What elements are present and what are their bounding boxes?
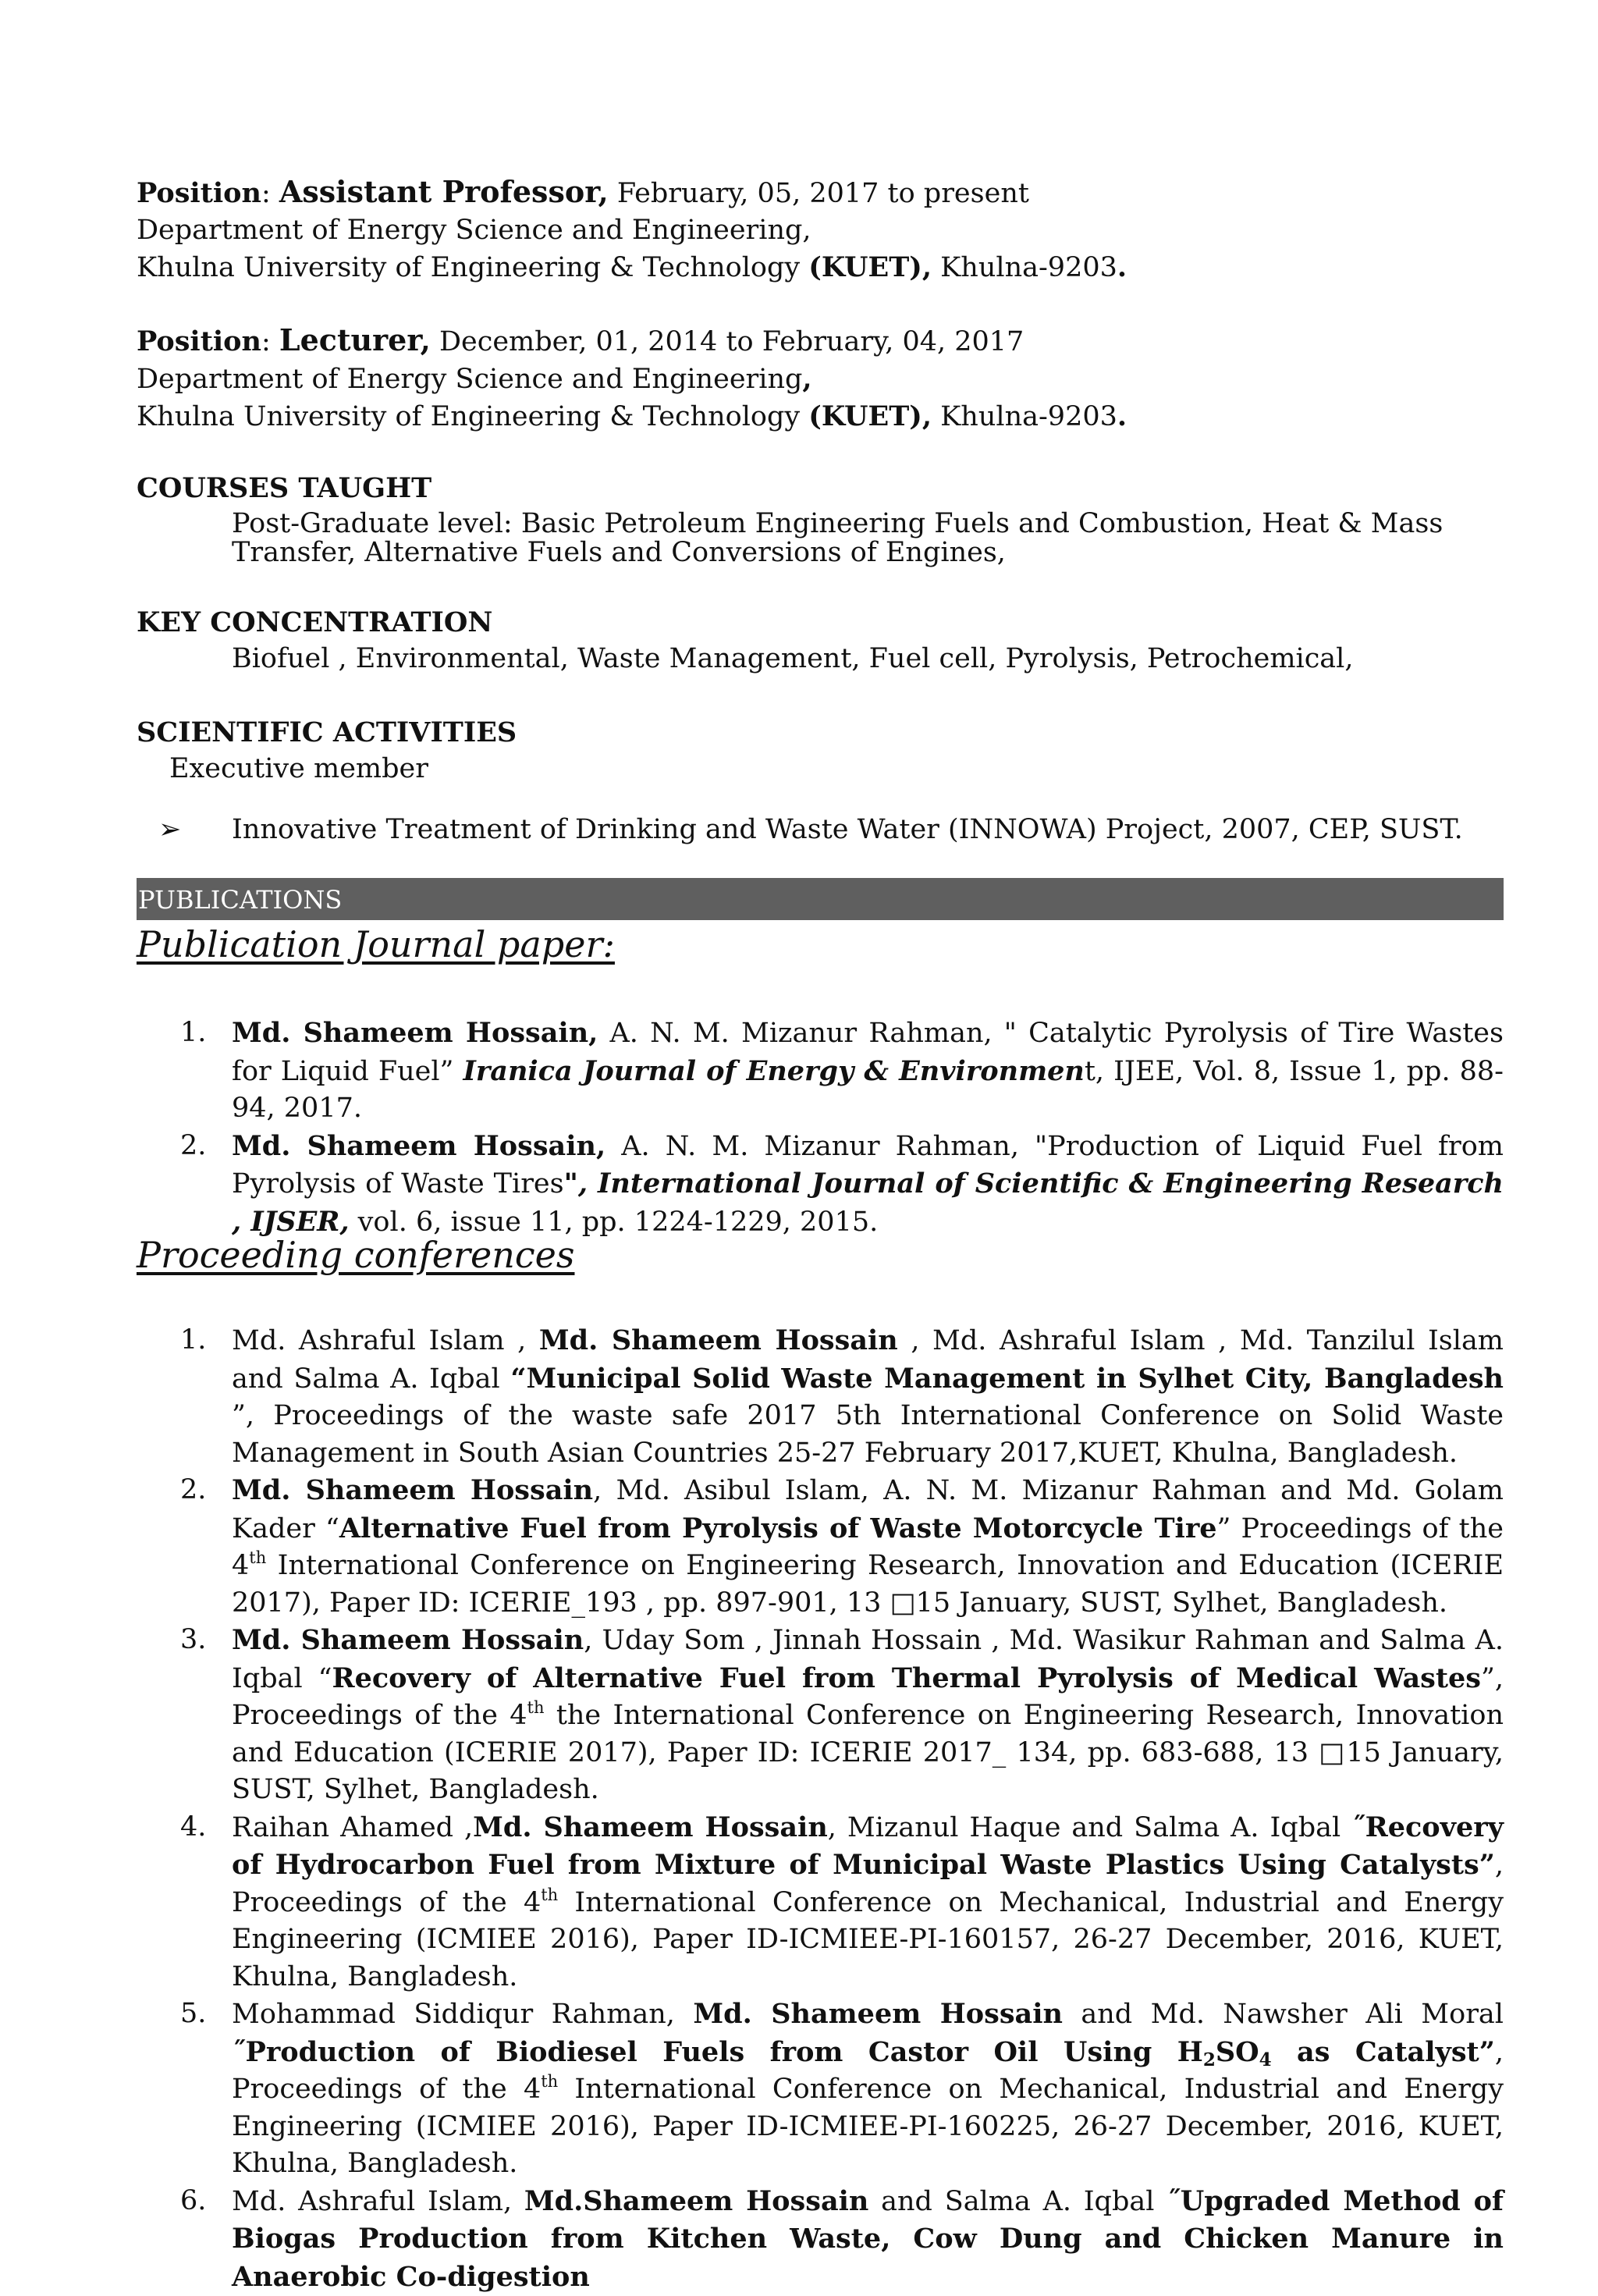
journal-heading: Publication Journal paper: [137, 922, 615, 966]
paper-title: ˝Production of Biodiesel Fuels from Castor Oil Using $H_2SO_4$ as Catalyst” [232, 2036, 1495, 2068]
journal-item: 1. Md. Shameem Hossain, A. N. M. Mizanur Rahman, " Catalytic Pyrolysis of Tire Wastes for Liquid Fuel” Iranica Journal of Energy & Environment, IJEE, Vol. 8, Issue 1, pp. 88-94, 2017. [137, 1015, 1504, 1128]
position-title: Lecturer, [279, 322, 431, 357]
author-name: Md. Shameem Hossain [539, 1324, 898, 1356]
conference-item: 5. Mohammad Siddiqur Rahman, Md. Shameem Hossain and Md. Nawsher Ali Moral ˝Production of Biodiesel Fuels from Castor Oil Using $H_2SO_4$ as Catalyst”, Proceedings of the 4th International Conference on Mechanical, Industrial and Energy Engineering (ICMIEE 2016), Paper ID-ICMIEE-PI-160225, 26-27 December, 2016, KUET, Khulna, Bangladesh. [137, 1996, 1504, 2183]
scientific-activities-heading: SCIENTIFIC ACTIVITIES [137, 714, 1510, 751]
author-name: Md. Shameem Hossain [693, 1998, 1063, 2030]
conferences-heading: Proceeding conferences [137, 1233, 574, 1277]
university-line: Khulna University of Engineering & Technology (KUET), Khulna-9203. [137, 249, 1510, 286]
executive-member-text: Executive member [137, 751, 1510, 787]
position-dates: February, 05, 2017 to present [609, 178, 1029, 209]
author-name: Md.Shameem Hossain [524, 2185, 868, 2217]
department-line: Department of Energy Science and Engineering, [137, 212, 1510, 249]
key-concentration-section [137, 604, 1510, 677]
conference-item: 4. Raihan Ahamed ,Md. Shameem Hossain, Mizanul Haque and Salma A. Iqbal ˝Recovery of Hydrocarbon Fuel from Mixture of Municipal Waste Plastics Using Catalysts”, Proceedings of the 4th International Conference on Mechanical, Industrial and Energy Engineering (ICMIEE 2016), Paper ID-ICMIEE-PI-160157, 26-27 December, 2016, KUET, Khulna, Bangladesh. [137, 1809, 1504, 1996]
courses-heading: COURSES TAUGHT [137, 470, 1510, 506]
author-name: Md. Shameem Hossain [473, 1811, 828, 1843]
conference-item: 2. Md. Shameem Hossain, Md. Asibul Islam, A. N. M. Mizanur Rahman and Md. Golam Kader “Alternative Fuel from Pyrolysis of Waste Motorcycle Tire” Proceedings of the 4th International Conference on Engineering Research, Innovation and Education (ICERIE 2017), Paper ID: ICERIE_193 , pp. 897-901, 13 □15 January, SUST, Sylhet, Bangladesh. [137, 1472, 1504, 1622]
author-name: Md. Shameem Hossain [232, 1474, 593, 1506]
item-number: 6. [180, 2183, 206, 2220]
paper-title: ˝Recovery of Hydrocarbon Fuel from Mixture of Municipal Waste Plastics Using Catalysts” [232, 1811, 1504, 1882]
journal-venue: ", International Journal of Scientific & Engineering Research , IJSER, [232, 1168, 1504, 1238]
department-line: Department of Energy Science and Engineering, [137, 361, 1510, 398]
scientific-activity-text: Innovative Treatment of Drinking and Waste Water (INNOWA) Project, 2007, CEP, SUST. [232, 814, 1463, 845]
journal-venue: Iranica Journal of Energy & Environmen [463, 1055, 1085, 1087]
courses-line-1: Post-Graduate level: Basic Petroleum Engineering Fuels and Combustion, Heat & Mass [137, 510, 1510, 538]
item-number: 4. [180, 1809, 206, 1846]
position-dates: December, 01, 2014 to February, 04, 2017 [431, 326, 1024, 357]
position-line: Position: Assistant Professor, February, 05, 2017 to present [137, 173, 1510, 212]
arrow-bullet-icon: ➢ [137, 812, 232, 848]
item-number: 3. [180, 1622, 206, 1659]
author-name: Md. Shameem Hossain, [232, 1130, 605, 1162]
conference-list [137, 1322, 1504, 2296]
position-title: Assistant Professor, [279, 174, 609, 209]
paper-title: “Municipal Solid Waste Management in Sylhet City, Bangladesh [510, 1363, 1504, 1395]
publications-bar: PUBLICATIONS [137, 878, 1504, 920]
journal-list [137, 1015, 1504, 1241]
position-assistant-professor [137, 173, 1510, 286]
university-line: Khulna University of Engineering & Technology (KUET), Khulna-9203. [137, 398, 1510, 435]
position-lecturer [137, 322, 1510, 435]
position-label: Position [137, 325, 261, 357]
position-label: Position [137, 177, 261, 209]
item-number: 5. [180, 1996, 206, 2033]
journal-item: 2. Md. Shameem Hossain, A. N. M. Mizanur Rahman, "Production of Liquid Fuel from Pyrolysis of Waste Tires", International Journal of Scientific & Engineering Research , IJSER, vol. 6, issue 11, pp. 1224-1229, 2015. [137, 1128, 1504, 1242]
paper-title: Recovery of Alternative Fuel from Thermal Pyrolysis of Medical Wastes [332, 1662, 1481, 1694]
item-number: 1. [180, 1322, 206, 1359]
conference-item: 1. Md. Ashraful Islam , Md. Shameem Hossain , Md. Ashraful Islam , Md. Tanzilul Islam and Salma A. Iqbal “Municipal Solid Waste Management in Sylhet City, Bangladesh ”, Proceedings of the waste safe 2017 5th International Conference on Solid Waste Management in South Asian Countries 25-27 February 2017,KUET, Khulna, Bangladesh. [137, 1322, 1504, 1472]
key-concentration-heading: KEY CONCENTRATION [137, 604, 1510, 641]
author-name: Md. Shameem Hossain, [232, 1017, 598, 1049]
conference-item: 6. Md. Ashraful Islam, Md.Shameem Hossain and Salma A. Iqbal ˝Upgraded Method of Biogas Production from Kitchen Waste, Cow Dung and Chicken Manure in Anaerobic Co-digestion [137, 2183, 1504, 2296]
scientific-activity-item [137, 812, 1510, 848]
item-number: 2. [180, 1472, 206, 1509]
scientific-activities-section [137, 714, 1510, 787]
item-number: 2. [180, 1128, 206, 1165]
conference-item: 3. Md. Shameem Hossain, Uday Som , Jinnah Hossain , Md. Wasikur Rahman and Salma A. Iqbal “Recovery of Alternative Fuel from Thermal Pyrolysis of Medical Wastes”, Proceedings of the 4th the International Conference on Engineering Research, Innovation and Education (ICERIE 2017), Paper ID: ICERIE 2017_ 134, pp. 683-688, 13 □15 January, SUST, Sylhet, Bangladesh. [137, 1622, 1504, 1809]
author-name: Md. Shameem Hossain [232, 1624, 584, 1656]
courses-line-2: Transfer, Alternative Fuels and Conversions of Engines, [137, 538, 1510, 567]
courses-taught-section [137, 470, 1510, 567]
item-number: 1. [180, 1015, 206, 1052]
position-line: Position: Lecturer, December, 01, 2014 to February, 04, 2017 [137, 322, 1510, 361]
paper-title: ˝Upgraded Method of Biogas Production from Kitchen Waste, Cow Dung and Chicken Manure in Anaerobic Co-digestion [232, 2185, 1504, 2293]
key-concentration-text: Biofuel , Environmental, Waste Management, Fuel cell, Pyrolysis, Petrochemical, [137, 641, 1510, 677]
paper-title: Alternative Fuel from Pyrolysis of Waste Motorcycle Tire [339, 1512, 1217, 1544]
